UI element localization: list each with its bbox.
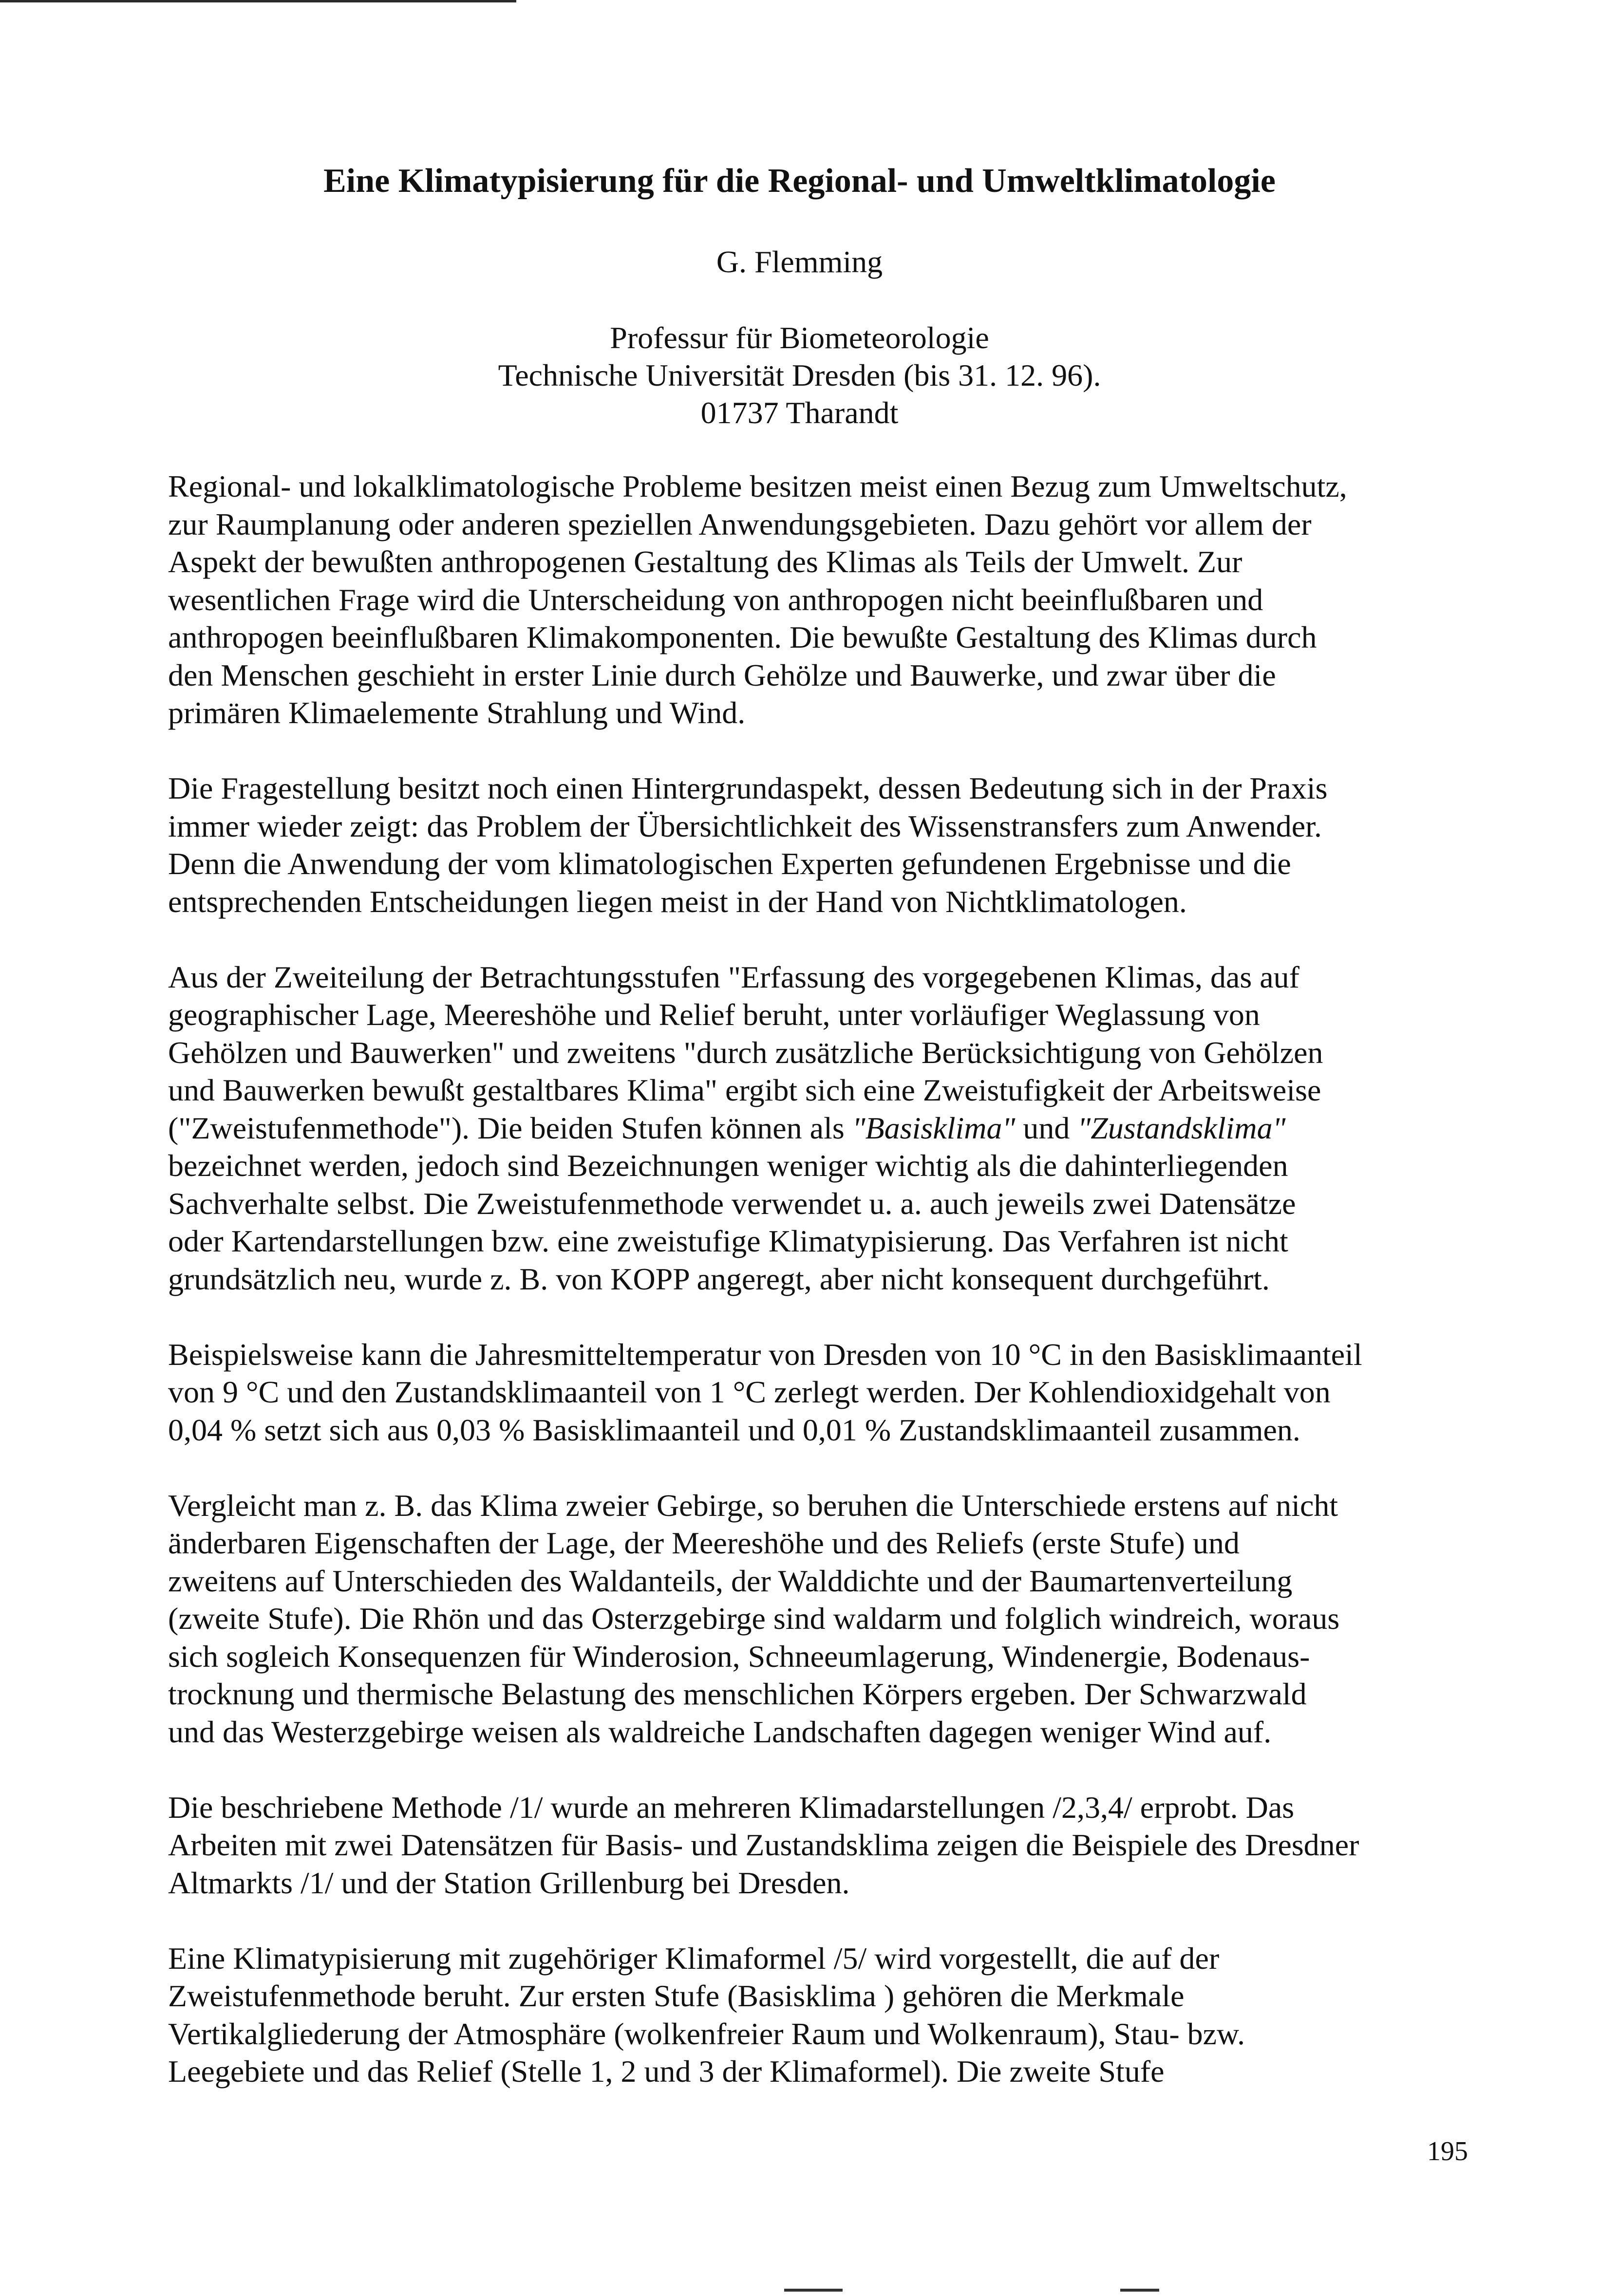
paragraph [168, 467, 1512, 732]
paragraph-line: entsprechenden Entscheidungen liegen meist in der Hand von Nichtklimatologen. [168, 884, 1187, 919]
affiliation-line: Technische Universität Dresden (bis 31. 12. 96). [498, 358, 1101, 392]
paragraph [168, 958, 1512, 1298]
paragraph-line: 0,04 % setzt sich aus 0,03 % Basisklimaanteil und 0,01 % Zustandsklimaanteil zusammen. [168, 1412, 1300, 1447]
paragraph-line: zweitens auf Unterschieden des Waldanteils, der Walddichte und der Baumartenverteilung [168, 1563, 1293, 1598]
paragraph-line: bezeichnet werden, jedoch sind Bezeichnungen weniger wichtig als die dahinterliegenden [168, 1148, 1288, 1183]
paragraph-line: immer wieder zeigt: das Problem der Übersichtlichkeit des Wissenstransfers zum Anwender. [168, 808, 1322, 843]
paragraph-line: Vertikalgliederung der Atmosphäre (wolkenfreier Raum und Wolkenraum), Stau- bzw. [168, 2016, 1245, 2051]
paragraph [168, 1940, 1512, 2091]
paragraph-line: Die beschriebene Methode /1/ wurde an mehreren Klimadarstellungen /2,3,4/ erprobt. Das [168, 1790, 1295, 1825]
author-name: G. Flemming [716, 244, 883, 279]
paragraph-line: Aspekt der bewußten anthropogenen Gestaltung des Klimas als Teils der Umwelt. Zur [168, 544, 1242, 579]
paragraph-line: sich sogleich Konsequenzen für Winderosion, Schneeumlagerung, Windenergie, Bodenaus- [168, 1639, 1310, 1674]
scan-mark [1120, 2289, 1159, 2292]
affiliation-line: 01737 Tharandt [700, 395, 899, 430]
paragraph [168, 1487, 1512, 1751]
paragraph-line: anthropogen beeinflußbaren Klimakomponenten. Die bewußte Gestaltung des Klimas durch [168, 620, 1317, 654]
paragraph [168, 1789, 1512, 1902]
paragraph-line: zur Raumplanung oder anderen speziellen Anwendungsgebieten. Dazu gehört vor allem der [168, 506, 1312, 541]
paragraph-line: Eine Klimatypisierung mit zugehöriger Klimaformel /5/ wird vorgestellt, die auf der [168, 1941, 1220, 1976]
paragraph-line: primären Klimaelemente Strahlung und Wind. [168, 695, 746, 730]
paragraph-line: geographischer Lage, Meereshöhe und Relief beruht, unter vorläufiger Weglassung von [168, 997, 1260, 1032]
affiliation-line: Professur für Biometeorologie [610, 320, 989, 355]
paragraph-line: Beispielsweise kann die Jahresmitteltemperatur von Dresden von 10 °C in den Basisklimaanteil [168, 1337, 1362, 1372]
paragraph-line: grundsätzlich neu, wurde z. B. von KOPP angeregt, aber nicht konsequent durchgeführt. [168, 1261, 1270, 1296]
page-number: 195 [1427, 2136, 1468, 2166]
paragraph [168, 1336, 1512, 1449]
paragraph-line: Arbeiten mit zwei Datensätzen für Basis- und Zustandsklima zeigen die Beispiele des Dresdner [168, 1828, 1359, 1862]
paragraph-line: wesentlichen Frage wird die Unterscheidung von anthropogen nicht beeinflußbaren und [168, 582, 1263, 617]
affiliation-block [0, 319, 1599, 431]
paragraph-line: Denn die Anwendung der vom klimatologischen Experten gefundenen Ergebnisse und die [168, 846, 1291, 881]
paragraph-line: (zweite Stufe). Die Rhön und das Osterzgebirge sind waldarm und folglich windreich, woraus [168, 1601, 1340, 1636]
paragraph-line: und Bauwerken bewußt gestaltbares Klima" ergibt sich eine Zweistufigkeit der Arbeitsweise [168, 1073, 1321, 1107]
top-rule [0, 0, 516, 2]
paragraph-line: von 9 °C und den Zustandsklimaanteil von 1 °C zerlegt werden. Der Kohlendioxidgehalt von [168, 1375, 1331, 1409]
paragraph-line: Aus der Zweiteilung der Betrachtungsstufen "Erfassung des vorgegebenen Klimas, das auf [168, 959, 1299, 994]
paragraph-line: oder Kartendarstellungen bzw. eine zweistufige Klimatypisierung. Das Verfahren ist nicht [168, 1224, 1288, 1258]
paragraph [168, 769, 1512, 920]
paragraph-line: Sachverhalte selbst. Die Zweistufenmethode verwendet u. a. auch jeweils zwei Datensätze [168, 1186, 1296, 1221]
paragraph-line: änderbaren Eigenschaften der Lage, der Meereshöhe und des Reliefs (erste Stufe) und [168, 1526, 1240, 1560]
paragraph-line: trocknung und thermische Belastung des menschlichen Körpers ergeben. Der Schwarzwald [168, 1677, 1307, 1711]
paragraph-line: Altmarkts /1/ und der Station Grillenburg bei Dresden. [168, 1865, 850, 1900]
paragraph-line: und das Westerzgebirge weisen als waldreiche Landschaften dagegen weniger Wind auf. [168, 1714, 1272, 1749]
paragraph-line: Leegebiete und das Relief (Stelle 1, 2 und 3 der Klimaformel). Die zweite Stufe [168, 2054, 1165, 2089]
paragraph-line: Die Fragestellung besitzt noch einen Hintergrundaspekt, dessen Bedeutung sich in der Praxis [168, 771, 1328, 805]
paragraph-line: Gehölzen und Bauwerken" und zweitens "durch zusätzliche Berücksichtigung von Gehölzen [168, 1035, 1323, 1070]
body-text [168, 467, 1512, 2128]
paragraph-line: Zweistufenmethode beruht. Zur ersten Stufe (Basisklima ) gehören die Merkmale [168, 1979, 1185, 2013]
scan-mark [784, 2289, 843, 2292]
paragraph-line: Vergleicht man z. B. das Klima zweier Gebirge, so beruhen die Unterschiede erstens auf nicht [168, 1488, 1338, 1523]
paper-title: Eine Klimatypisierung für die Regional- und Umweltklimatologie [323, 162, 1276, 200]
paragraph-line: ("Zweistufenmethode"). Die beiden Stufen können als "Basisklima" und "Zustandsklima" [168, 1110, 1286, 1145]
paragraph-line: den Menschen geschieht in erster Linie durch Gehölze und Bauwerke, und zwar über die [168, 657, 1276, 692]
paragraph-line: Regional- und lokalklimatologische Probleme besitzen meist einen Bezug zum Umweltschutz, [168, 469, 1347, 504]
